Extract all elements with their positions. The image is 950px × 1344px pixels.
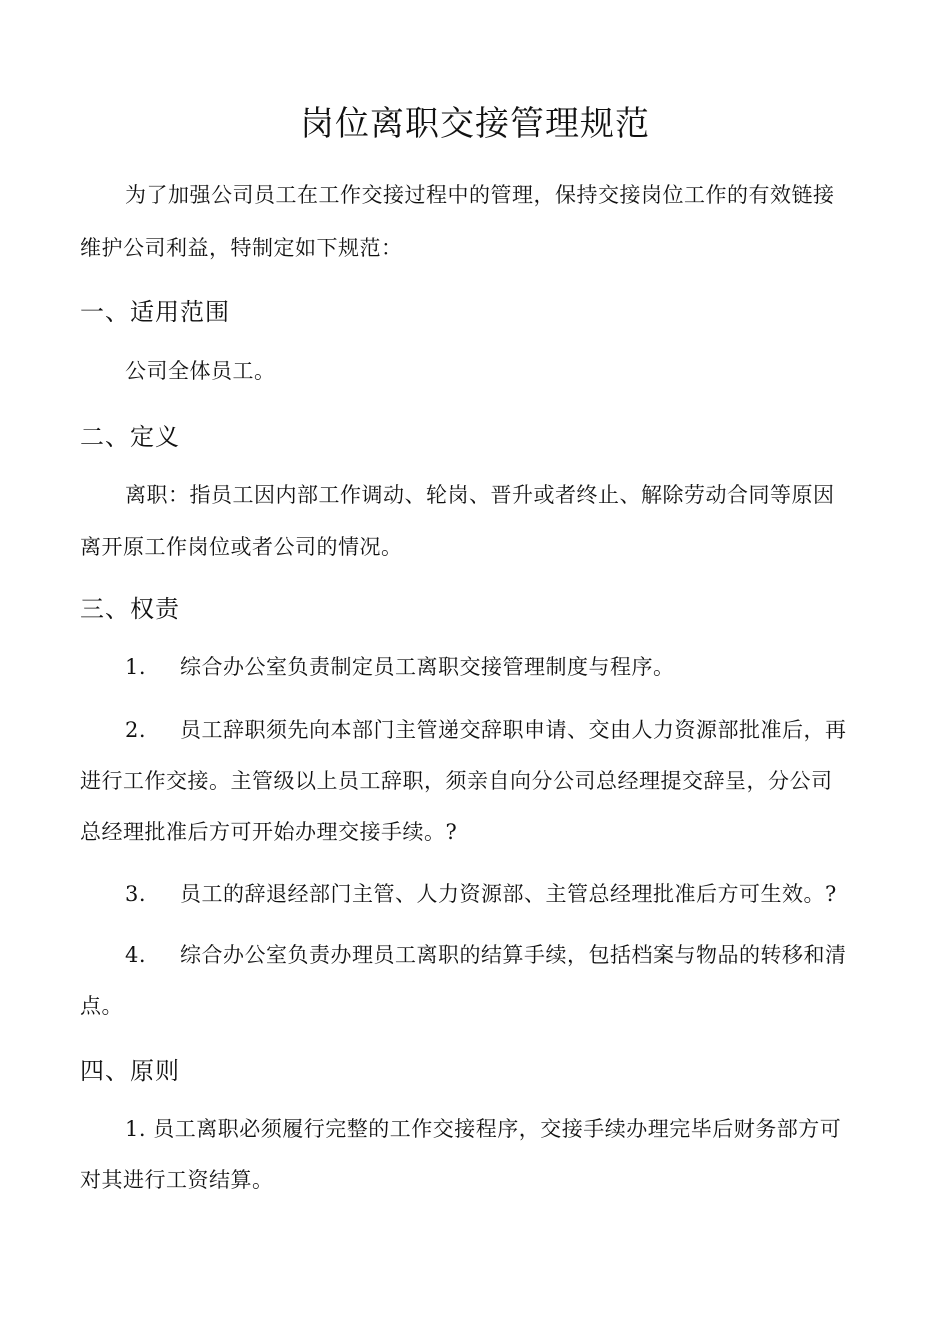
responsibility-item-1 (125, 652, 675, 682)
section-heading-scope: 一、适用范围 (80, 298, 230, 326)
scope-text: 公司全体员工。 (125, 359, 276, 383)
item-text: 综合办公室负责办理员工离职的结算手续，包括档案与物品的转移和清 (180, 943, 847, 967)
item-number: 2. (125, 718, 147, 742)
item-text: 员工的辞退经部门主管、人力资源部、主管总经理批准后方可生效。? (180, 882, 837, 906)
responsibility-item-3 (125, 879, 837, 909)
section-heading-responsibilities: 三、权责 (80, 595, 180, 623)
intro-line-1: 为了加强公司员工在工作交接过程中的管理，保持交接岗位工作的有效链接 (125, 183, 835, 207)
principle-line-2: 对其进行工资结算。 (80, 1168, 274, 1192)
section-heading-definition: 二、定义 (80, 423, 180, 451)
item-text: 员工辞职须先向本部门主管递交辞职申请、交由人力资源部批准后，再 (180, 718, 847, 742)
item-text: 综合办公室负责制定员工离职交接管理制度与程序。 (180, 655, 675, 679)
responsibility-item-2-line-2: 进行工作交接。主管级以上员工辞职，须亲自向分公司总经理提交辞呈，分公司 (80, 769, 833, 793)
responsibility-item-4-line-2: 点。 (80, 994, 123, 1018)
definition-line-1: 离职：指员工因内部工作调动、轮岗、晋升或者终止、解除劳动合同等原因 (125, 483, 835, 507)
item-number: 1. (125, 655, 147, 679)
responsibility-item-4 (125, 940, 847, 970)
responsibility-item-2-line-3: 总经理批准后方可开始办理交接手续。? (80, 820, 458, 844)
principle-line-1: 1. 员工离职必须履行完整的工作交接程序，交接手续办理完毕后财务部方可 (125, 1117, 842, 1141)
document-title: 岗位离职交接管理规范 (300, 104, 650, 144)
definition-line-2: 离开原工作岗位或者公司的情况。 (80, 535, 403, 559)
item-number: 4. (125, 943, 147, 967)
item-number: 3. (125, 882, 147, 906)
responsibility-item-2 (125, 715, 847, 745)
intro-line-2: 维护公司利益，特制定如下规范： (80, 236, 403, 260)
section-heading-principles: 四、原则 (80, 1057, 180, 1085)
